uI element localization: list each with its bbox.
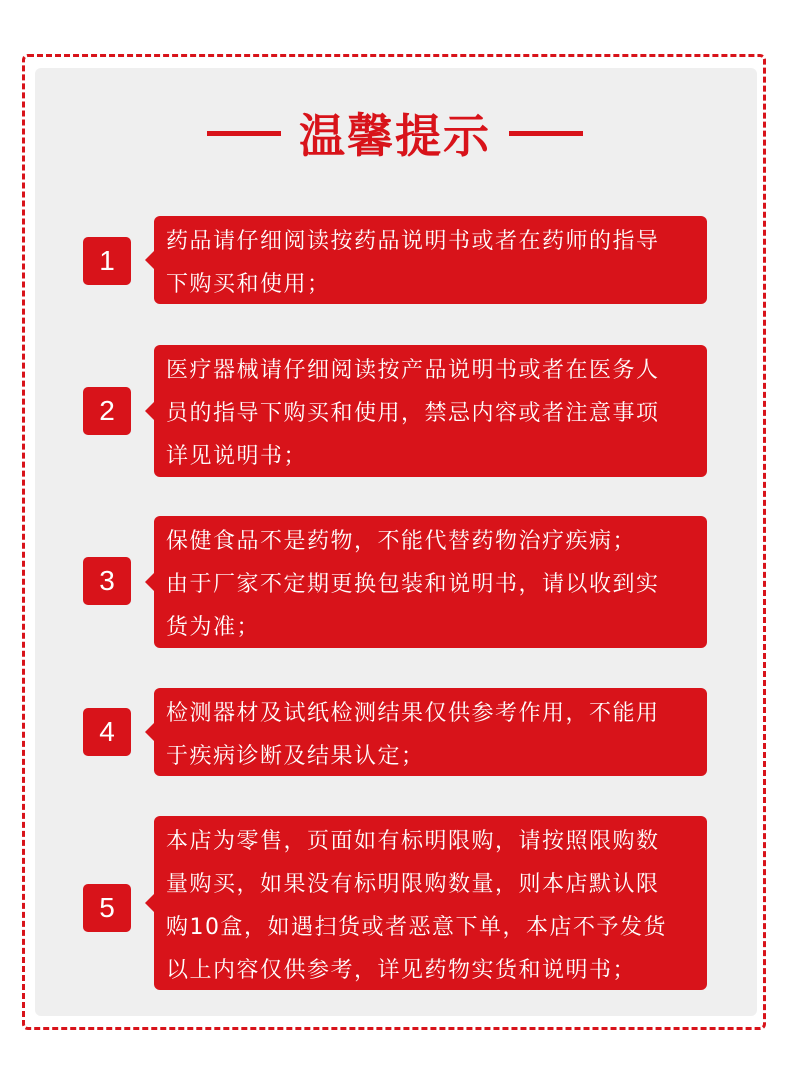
item-number-1: 1: [83, 237, 131, 285]
notice-line: 于疾病诊断及结果认定；: [166, 744, 425, 769]
page-title: 温馨提示: [299, 109, 491, 163]
item-number-5: 5: [83, 884, 131, 932]
notice-item-1: [154, 216, 707, 304]
notice-line: 保健食品不是药物，不能代替药物治疗疾病；: [166, 529, 637, 554]
notice-line: 药品请仔细阅读按药品说明书或者在药师的指导: [166, 229, 660, 254]
notice-item-3: [154, 516, 707, 648]
notice-item-2: [154, 345, 707, 477]
notice-line: 购10盒，如遇扫货或者恶意下单，本店不予发货: [166, 915, 667, 940]
notice-line: 本店为零售，页面如有标明限购，请按照限购数: [166, 829, 660, 854]
notice-line: 检测器材及试纸检测结果仅供参考作用，不能用: [166, 701, 660, 726]
notice-line: 详见说明书；: [166, 444, 308, 469]
notice-item-4: [154, 688, 707, 776]
item-number-2: 2: [83, 387, 131, 435]
notice-line: 下购买和使用；: [166, 272, 331, 297]
title-right-line: [509, 131, 583, 136]
notice-line: 医疗器械请仔细阅读按产品说明书或者在医务人: [166, 358, 660, 383]
notice-line: 员的指导下购买和使用，禁忌内容或者注意事项: [166, 401, 660, 426]
notice-line: 由于厂家不定期更换包装和说明书，请以收到实: [166, 572, 660, 597]
notice-item-5: [154, 816, 707, 990]
notice-line: 以上内容仅供参考，详见药物实货和说明书；: [166, 958, 637, 983]
notice-line: 量购买，如果没有标明限购数量，则本店默认限: [166, 872, 660, 897]
item-number-4: 4: [83, 708, 131, 756]
title-left-line: [207, 131, 281, 136]
item-number-3: 3: [83, 557, 131, 605]
title-row: [0, 100, 790, 166]
notice-line: 货为准；: [166, 615, 261, 640]
